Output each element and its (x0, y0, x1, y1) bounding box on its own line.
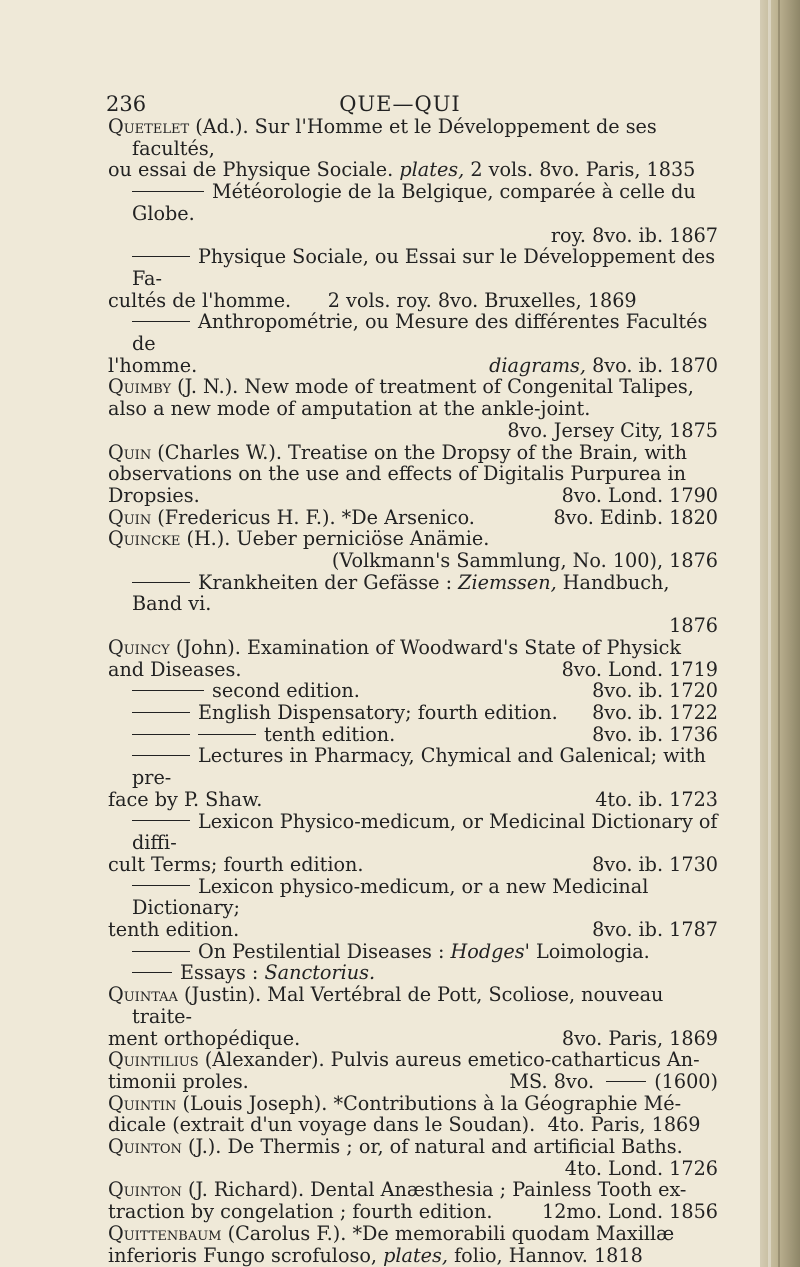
entry-line (108, 483, 718, 507)
ditto-dash (606, 1081, 646, 1082)
entry-imprint: (Volkmann's Sammlung, No. 100), 1876 (331, 549, 718, 573)
entry-text: (J. Richard). Dental Anæsthesia ; Painless Tooth ex- (181, 1178, 687, 1202)
entry (108, 941, 718, 963)
entry-date: (1600) (654, 1069, 718, 1093)
bibliography-entries (108, 116, 718, 1266)
entry-italic: Sanctorius. (264, 961, 376, 985)
entry (108, 702, 718, 724)
entry-imprint: 8vo. Edinb. 1820 (553, 505, 718, 529)
entry-text: timonii proles. (108, 1069, 249, 1093)
entry-italic: Hodges' (450, 939, 530, 963)
entry-author: Quinton (108, 1178, 182, 1202)
entry-text: Dropsies. (108, 483, 200, 507)
entry (108, 984, 718, 1049)
entry-text: ment orthopédique. (108, 1026, 301, 1050)
entry-text: Loimologia. (529, 939, 650, 963)
entry-text: (Fredericus H. F.). *De Arsenico. (151, 505, 475, 529)
entry (108, 1223, 718, 1266)
ditto-dash (132, 734, 190, 735)
entry-text: tenth edition. (108, 918, 240, 942)
entry-author: Quintaa (108, 983, 178, 1007)
entry-text: Lexicon physico-medicum, or a new Medicinal Dictionary; (132, 874, 649, 920)
entry-text: Anthropométrie, ou Mesure des différentes Facultés de (132, 310, 708, 356)
entry-line (108, 1243, 718, 1267)
ditto-dash (132, 690, 204, 691)
entry-line (108, 657, 718, 681)
entry-line (108, 787, 718, 811)
entry-text: traction by congelation ; fourth edition. (108, 1200, 493, 1224)
entry-text: (Alexander). Pulvis aureus emetico-catharticus An- (198, 1048, 700, 1072)
entry-text: On Pestilential Diseases : (198, 939, 451, 963)
entry-text: (Louis Joseph). *Contributions à la Géographie Mé- (176, 1091, 682, 1115)
entry-italic: Ziemssen, (458, 570, 557, 594)
entry-text: face by P. Shaw. (108, 787, 263, 811)
entry-line (108, 1200, 718, 1224)
entry-line (108, 158, 718, 182)
entry (108, 876, 718, 941)
entry-line (108, 852, 718, 876)
entry-imprint: 8vo. ib. 1722 (592, 700, 718, 724)
entry-author: Quetelet (108, 115, 190, 138)
entry-text: ou essai de Physique Sociale. (108, 158, 400, 182)
entry-imprint: MS. 8vo. (509, 1069, 595, 1093)
entry-text: (John). Examination of Woodward's State of Physick (169, 635, 681, 659)
entry-author: Quinton (108, 1135, 182, 1159)
entry-imprint: 8vo. ib. 1720 (592, 679, 718, 703)
entry-text: Krankheiten der Gefässe : (198, 570, 459, 594)
entry (108, 1093, 718, 1136)
entry-author: Quintilius (108, 1048, 199, 1072)
ditto-dash (132, 885, 190, 886)
entry-text: inferioris Fungo scrofuloso, (108, 1243, 384, 1267)
ditto-dash (132, 951, 190, 952)
entry-italic: plates, (399, 158, 465, 182)
entry-author: Quittenbaum (108, 1221, 222, 1245)
entry-imprint: 8vo. ib. 1736 (592, 722, 718, 746)
entry-text: (J.). De Thermis ; or, of natural and artificial Baths. (181, 1135, 683, 1159)
entry-imprint: 12mo. Lond. 1856 (542, 1200, 718, 1224)
entry-text: Essays : (180, 961, 265, 985)
ditto-dash (198, 734, 256, 735)
entry (108, 116, 718, 181)
ditto-dash (132, 712, 190, 713)
entry-text: (Charles W.). Treatise on the Dropsy of the Brain, with (151, 440, 687, 464)
entry (108, 507, 718, 529)
entry (108, 680, 718, 702)
entry-imprint: 8vo. Jersey City, 1875 (507, 418, 718, 442)
entry-imprint: 8vo. ib. 1870 (585, 353, 718, 377)
page-number: 236 (106, 92, 147, 116)
entry (108, 745, 718, 810)
entry-text: l'homme. (108, 353, 198, 377)
entry (108, 1049, 718, 1092)
entry-text: and Diseases. (108, 657, 242, 681)
running-title: QUE—QUI (339, 92, 461, 116)
entry-imprint: 4to. Lond. 1726 (564, 1156, 718, 1180)
entry-author: Quincke (108, 527, 181, 551)
entry (108, 962, 718, 984)
entry (108, 811, 718, 876)
entry-imprint: 1876 (669, 614, 718, 638)
entry-text: Lectures in Pharmacy, Chymical and Galenical; with pre- (132, 744, 706, 790)
ditto-dash (132, 820, 190, 821)
entry-imprint: 8vo. Paris, 1869 (561, 1026, 718, 1050)
entry (108, 311, 718, 376)
entry-text: dicale (extrait d'un voyage dans le Soudan). 4to. Paris, 1869 (108, 1113, 701, 1137)
ditto-dash (132, 191, 204, 192)
entry (108, 246, 718, 311)
entry-text: (H.). Ueber perniciöse Anämie. (180, 527, 490, 551)
entry-text: second edition. (212, 679, 360, 703)
entry-line (108, 1026, 718, 1050)
entry (108, 1179, 718, 1222)
entry-imprint: 8vo. Lond. 1790 (561, 483, 718, 507)
entry-text: (Carolus F.). *De memorabili quodam Maxillæ (221, 1221, 675, 1245)
entry (108, 724, 718, 746)
entry-author: Quintin (108, 1091, 177, 1115)
entry-text: cultés de l'homme. 2 vols. roy. 8vo. Bruxelles, 1869 (108, 288, 637, 312)
entry (108, 637, 718, 680)
entry-line (108, 918, 718, 942)
entry-imprint: roy. 8vo. ib. 1867 (550, 223, 718, 247)
ditto-dash (132, 321, 190, 322)
entry-text: Handbuch, Band vi. (132, 570, 670, 616)
entry-author: Quincy (108, 635, 170, 659)
entry (108, 442, 718, 507)
entry (108, 572, 718, 637)
ditto-dash (132, 582, 190, 583)
entry-text: (Ad.). Sur l'Homme et le Développement de ses facultés, (132, 115, 657, 160)
entry (108, 181, 718, 246)
entry-line (108, 1069, 718, 1093)
entry-text: tenth edition. (264, 722, 396, 746)
entry-author: Quin (108, 505, 152, 529)
entry-imprint: 8vo. Lond. 1719 (561, 657, 718, 681)
entry-text: also a new mode of amputation at the ankle-joint. (108, 397, 591, 421)
entry-text: Météorologie de la Belgique, comparée à celle du Globe. (132, 180, 696, 225)
entry-text: observations on the use and effects of Digitalis Purpurea in (108, 462, 687, 486)
entry-imprint: 4to. ib. 1723 (595, 787, 718, 811)
entry (108, 376, 718, 441)
entry-text: cult Terms; fourth edition. (108, 852, 364, 876)
entry-imprint: 8vo. ib. 1730 (592, 852, 718, 876)
entry (108, 1136, 718, 1179)
entry-text: Lexicon Physico-medicum, or Medicinal Dictionary of diffi- (132, 809, 718, 855)
entry-italic: diagrams, (489, 353, 586, 377)
entry-text: 2 vols. 8vo. Paris, 1835 (464, 158, 696, 182)
entry-text: Physique Sociale, ou Essai sur le Développement des Fa- (132, 245, 716, 290)
entry-text: English Dispensatory; fourth edition. (198, 700, 558, 724)
page-edge (760, 0, 800, 1267)
entry-text: (Justin). Mal Vertébral de Pott, Scoliose, nouveau traite- (132, 983, 664, 1028)
entry-italic: plates, (383, 1243, 448, 1267)
entry-imprint: 8vo. ib. 1787 (592, 918, 718, 942)
entry-imprint: folio, Hannov. 1818 (447, 1243, 643, 1267)
entry-author: Quimby (108, 375, 172, 399)
entry-line (108, 353, 718, 377)
entry-text: (J. N.). New mode of treatment of Congenital Talipes, (171, 375, 694, 399)
entry (108, 528, 718, 571)
entry-author: Quin (108, 440, 152, 464)
ditto-dash (132, 972, 172, 973)
ditto-dash (132, 256, 190, 257)
ditto-dash (132, 755, 190, 756)
